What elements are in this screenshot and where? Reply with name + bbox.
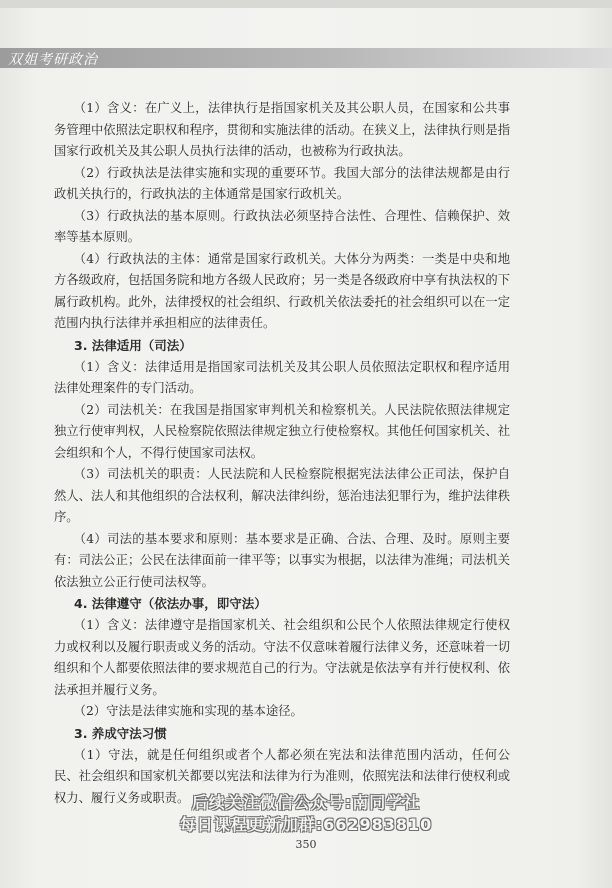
page-number: 350	[295, 838, 317, 851]
page-body	[54, 98, 510, 809]
section-heading: 3. 养成守法习惯	[74, 725, 167, 741]
paragraph: （2）司法机关：在我国是指国家审判机关和检察机关。人民法院依照法律规定独立行使审判权，人民检察院依照法律规定独立行使检察权。其他任何国家机关、社会组织和个人，不得行使国家司法权。	[54, 402, 510, 460]
paragraph: （1）守法，就是任何组织或者个人都必须在宪法和法律范围内活动，任何公民、社会组织和国家机关都要以宪法和法律为行为准则，依照宪法和法律行使权利或权力、履行义务或职责。	[54, 747, 510, 805]
header-title: 双姐考研政治	[8, 52, 98, 68]
paragraph: （3）司法机关的职责：人民法院和人民检察院根据宪法法律公正司法，保护自然人、法人和其他组织的合法权利，解决法律纠纷，惩治违法犯罪行为，维护法律秩序。	[54, 467, 510, 524]
paragraph: （3）行政执法的基本原则。行政执法必须坚持合法性、合理性、信赖保护、效率等基本原则。	[54, 208, 510, 244]
watermark-line-2: 每日课程更新加群:662983810	[179, 815, 433, 834]
paragraph: （1）含义：法律适用是指国家司法机关及其公职人员依照法定职权和程序适用法律处理案件的专门活动。	[54, 359, 510, 395]
paragraph: （4）行政执法的主体：通常是国家行政机关。大体分为两类：一类是中央和地方各级政府，包括国务院和地方各级人民政府；另一类是各级政府中享有执法权的下属行政机构。此外，法律授权的社会组织、行政机关依法委托的社会组织可以在一定范围内执行法律并承担相应的法律责任。	[54, 251, 510, 330]
paragraph: （1）含义：法律遵守是指国家机关、社会组织和公民个人依照法律规定行使权力或权利以及履行职责或义务的活动。守法不仅意味着履行法律义务，还意味着一切组织和个人都要依照法律的要求规范自己的行为。守法就是依法享有并行使权利、依法承担并履行义务。	[54, 618, 510, 697]
page-top-edge	[0, 0, 612, 8]
paragraph: （4）司法的基本要求和原则：基本要求是正确、合法、合理、及时。原则主要有：司法公正；公民在法律面前一律平等；以事实为根据，以法律为准绳；司法机关依法独立公正行使司法权等。	[54, 531, 510, 589]
paragraph: （2）行政执法是法律实施和实现的重要环节。我国大部分的法律法规都是由行政机关执行的，行政执法的主体通常是国家行政机关。	[54, 165, 510, 201]
section-heading: 4. 法律遵守（依法办事，即守法）	[74, 596, 267, 611]
section-heading: 3. 法律适用（司法）	[74, 337, 192, 353]
paragraph: （2）守法是法律实施和实现的基本途径。	[73, 704, 303, 718]
paragraph: （1）含义：在广义上，法律执行是指国家机关及其公职人员，在国家和公共事务管理中依照法定职权和程序，贯彻和实施法律的活动。在狭义上，法律执行则是指国家行政机关及其公职人员执行法律的活动，也被称为行政执法。	[54, 101, 510, 158]
watermark-line-1: 后续关注微信公众号:南同学社	[191, 793, 421, 812]
